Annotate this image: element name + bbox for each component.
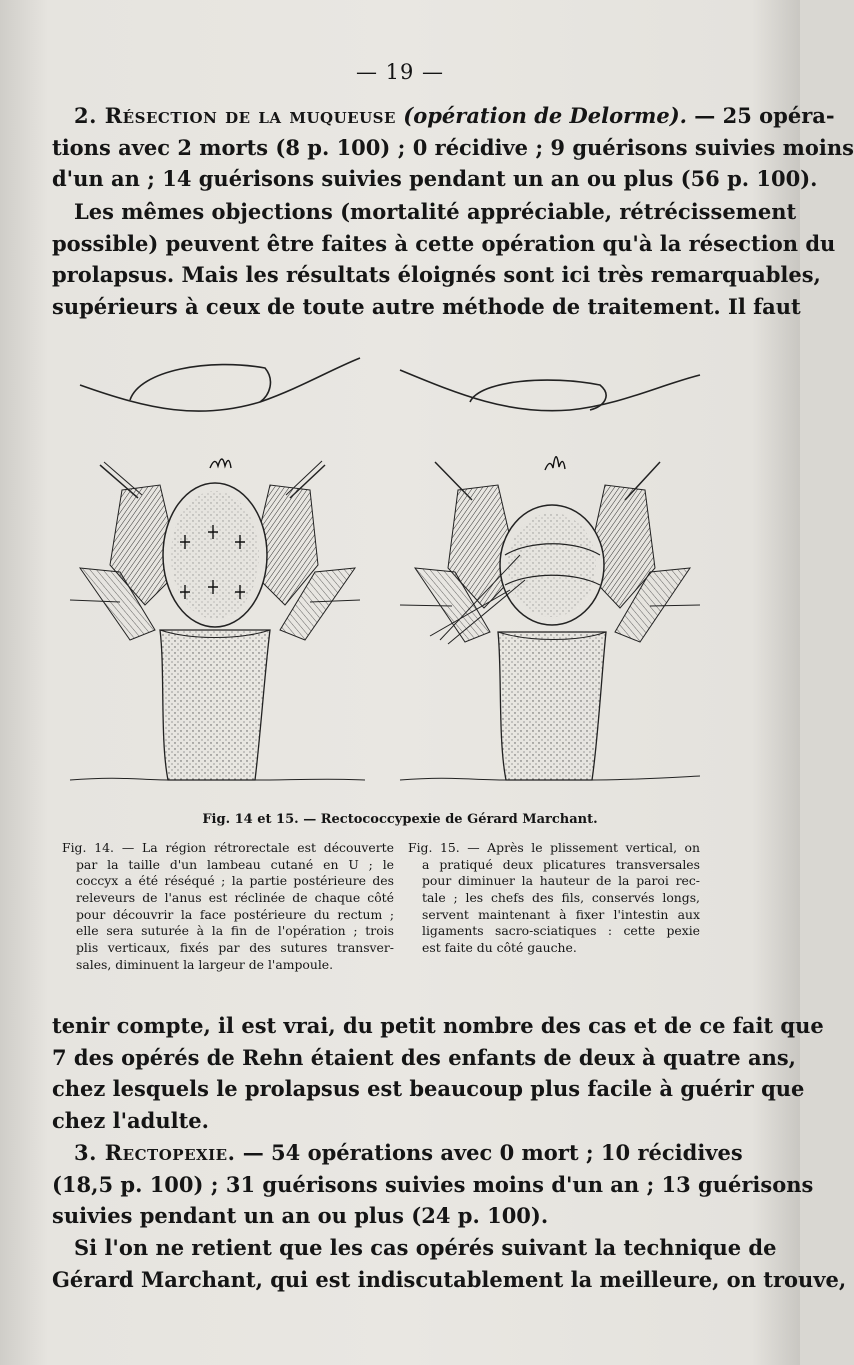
text-line: supérieurs à ceux de toute autre méthode de traitement. Il faut (52, 293, 801, 319)
section-2-paragraph (52, 100, 854, 195)
text-line: d'un an ; 14 guérisons suivies pendant un an ou plus (56 p. 100). (52, 166, 818, 191)
marchant-paragraph (52, 1232, 847, 1295)
legend-line: tale ; les chefs des fils, conservés longs, (422, 890, 700, 906)
section-2-heading: 2. Résection de la muqueuse (74, 103, 396, 128)
text-line: (18,5 p. 100) ; 31 guérisons suivies moins d'un an ; 13 guérisons (52, 1171, 814, 1197)
text-line: chez l'adulte. (52, 1107, 209, 1133)
legend-line: pour découvrir la face postérieure du rectum ; (76, 906, 394, 922)
legend-line: est faite du côté gauche. (422, 940, 577, 956)
text-line: 2. Résection de la muqueuse (opération de Delorme). — 25 opéra- (74, 103, 835, 128)
figure-15-drawing (400, 370, 700, 780)
text-line: Les mêmes objections (mortalité appréciable, rétrécissement (74, 199, 797, 224)
legend-line: coccyx a été réséqué ; la partie postérieure des (76, 873, 394, 889)
text-line: tions avec 2 morts (8 p. 100) ; 0 récidive ; 9 guérisons suivies moins (52, 134, 854, 160)
text-line: Gérard Marchant, qui est indiscutablement la meilleure, on trouve, (52, 1266, 847, 1292)
continuation-paragraph (52, 1010, 824, 1136)
legend-line: elle sera suturée à la fin de l'opération ; trois (76, 923, 394, 939)
figure-15-legend (408, 840, 700, 957)
section-3-heading: 3. Rectopexie. (74, 1140, 236, 1165)
legend-line: a pratiqué deux plicatures transversales (422, 856, 700, 872)
legend-line: par la taille d'un lambeau cutané en U ; le (76, 856, 394, 872)
legend-line: servent maintenant à fixer l'intestin aux (422, 906, 700, 922)
objections-paragraph (52, 196, 836, 322)
section-3-paragraph (52, 1137, 814, 1232)
text-line: 7 des opérés de Rehn étaient des enfants de deux à quatre ans, (52, 1044, 796, 1070)
legend-line: Fig. 15. — Après le plissement vertical, on (408, 840, 700, 855)
legend-line: pour diminuer la hauteur de la paroi rec- (422, 873, 700, 889)
text-line: prolapsus. Mais les résultats éloignés sont ici très remarquables, (52, 262, 821, 287)
figure-14-drawing (70, 358, 365, 780)
legend-line: ligaments sacro-sciatiques : cette pexie (422, 923, 700, 939)
surgical-illustration (60, 340, 720, 810)
legend-line: sales, diminuent la largeur de l'ampoule. (76, 956, 334, 972)
page-number: — 19 — (355, 60, 445, 84)
text-line: Si l'on ne retient que les cas opérés suivant la technique de (74, 1235, 777, 1260)
legend-line: Fig. 14. — La région rétrorectale est découverte (62, 840, 394, 855)
text-line: chez lesquels le prolapsus est beaucoup plus facile à guérir que (52, 1076, 805, 1101)
text-line: possible) peuvent être faites à cette opération qu'à la résection du (52, 230, 836, 256)
text-line: 3. Rectopexie. — 54 opérations avec 0 mort ; 10 récidives (74, 1140, 743, 1165)
text-line: tenir compte, il est vrai, du petit nombre des cas et de ce fait que (52, 1013, 824, 1038)
text-line: suivies pendant un an ou plus (24 p. 100). (52, 1203, 549, 1228)
legend-line: releveurs de l'anus est réclinée de chaque côté (76, 890, 394, 906)
figure-caption: Fig. 14 et 15. — Rectococcypexie de Gérard Marchant. (202, 812, 598, 827)
section-2-operation: (opération de Delorme). (403, 103, 687, 128)
legend-line: plis verticaux, fixés par des sutures transver- (76, 940, 394, 956)
figure-14-legend (62, 840, 394, 974)
